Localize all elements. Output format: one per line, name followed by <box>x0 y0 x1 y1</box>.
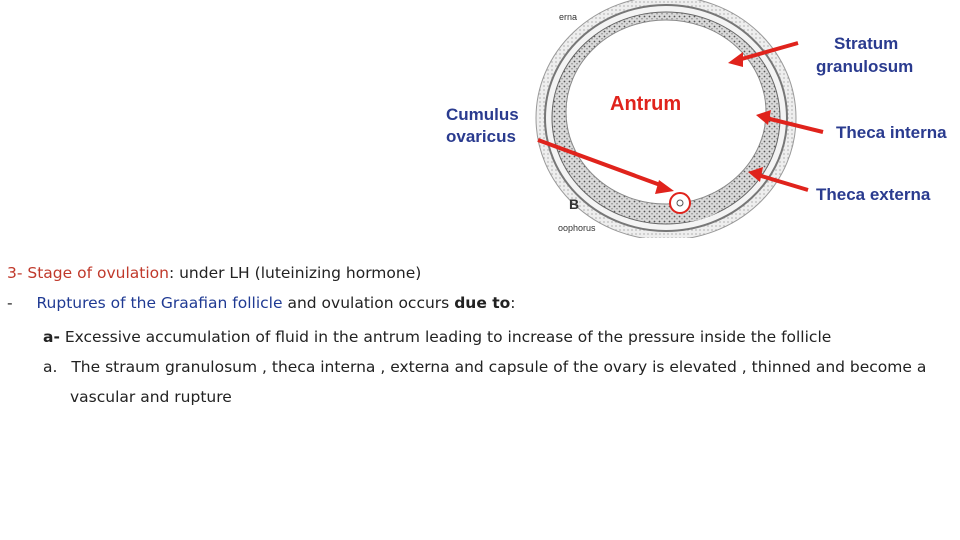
heading-label: 3- Stage of ovulation <box>7 264 169 282</box>
label-erna: erna <box>559 12 578 22</box>
label-stratum-1: Stratum <box>834 34 899 53</box>
bullet-due: due to <box>454 294 511 312</box>
label-theca-interna: Theca interna <box>836 123 947 142</box>
label-letter-b: B <box>569 196 580 212</box>
label-theca-externa: Theca externa <box>816 185 931 204</box>
heading-line <box>7 264 421 282</box>
item-a2-line-2 <box>70 388 232 406</box>
item-a2-text-1: The straum granulosum , theca interna , externa and capsule of the ovary is elevated , thinned and become a <box>71 358 927 376</box>
label-cumulus-2: ovaricus <box>446 127 516 146</box>
follicle-svg <box>438 0 960 238</box>
item-a1-line <box>43 328 831 346</box>
follicle-diagram <box>438 0 960 238</box>
label-stratum-2: granulosum <box>816 57 914 76</box>
bullet-colon: : <box>510 294 516 312</box>
bullet-marker: - <box>7 294 13 312</box>
item-a2-marker: a. <box>43 358 58 376</box>
heading-rest: : under LH (luteinizing hormone) <box>168 264 422 282</box>
bullet-middle: and ovulation occurs <box>282 294 455 312</box>
item-a1-marker: a- <box>43 328 60 346</box>
label-cumulus-1: Cumulus <box>446 105 519 124</box>
label-antrum: Antrum <box>610 93 682 115</box>
item-a2-text-2: vascular and rupture <box>70 388 232 406</box>
bullet-highlight: Ruptures of the Graafian follicle <box>36 294 283 312</box>
oocyte <box>670 193 690 213</box>
item-a2-line <box>43 358 926 376</box>
bullet-line <box>7 294 516 312</box>
item-a1-text: Excessive accumulation of fluid in the antrum leading to increase of the pressure inside the follicle <box>59 328 832 346</box>
label-oophorus: oophorus <box>558 223 596 233</box>
